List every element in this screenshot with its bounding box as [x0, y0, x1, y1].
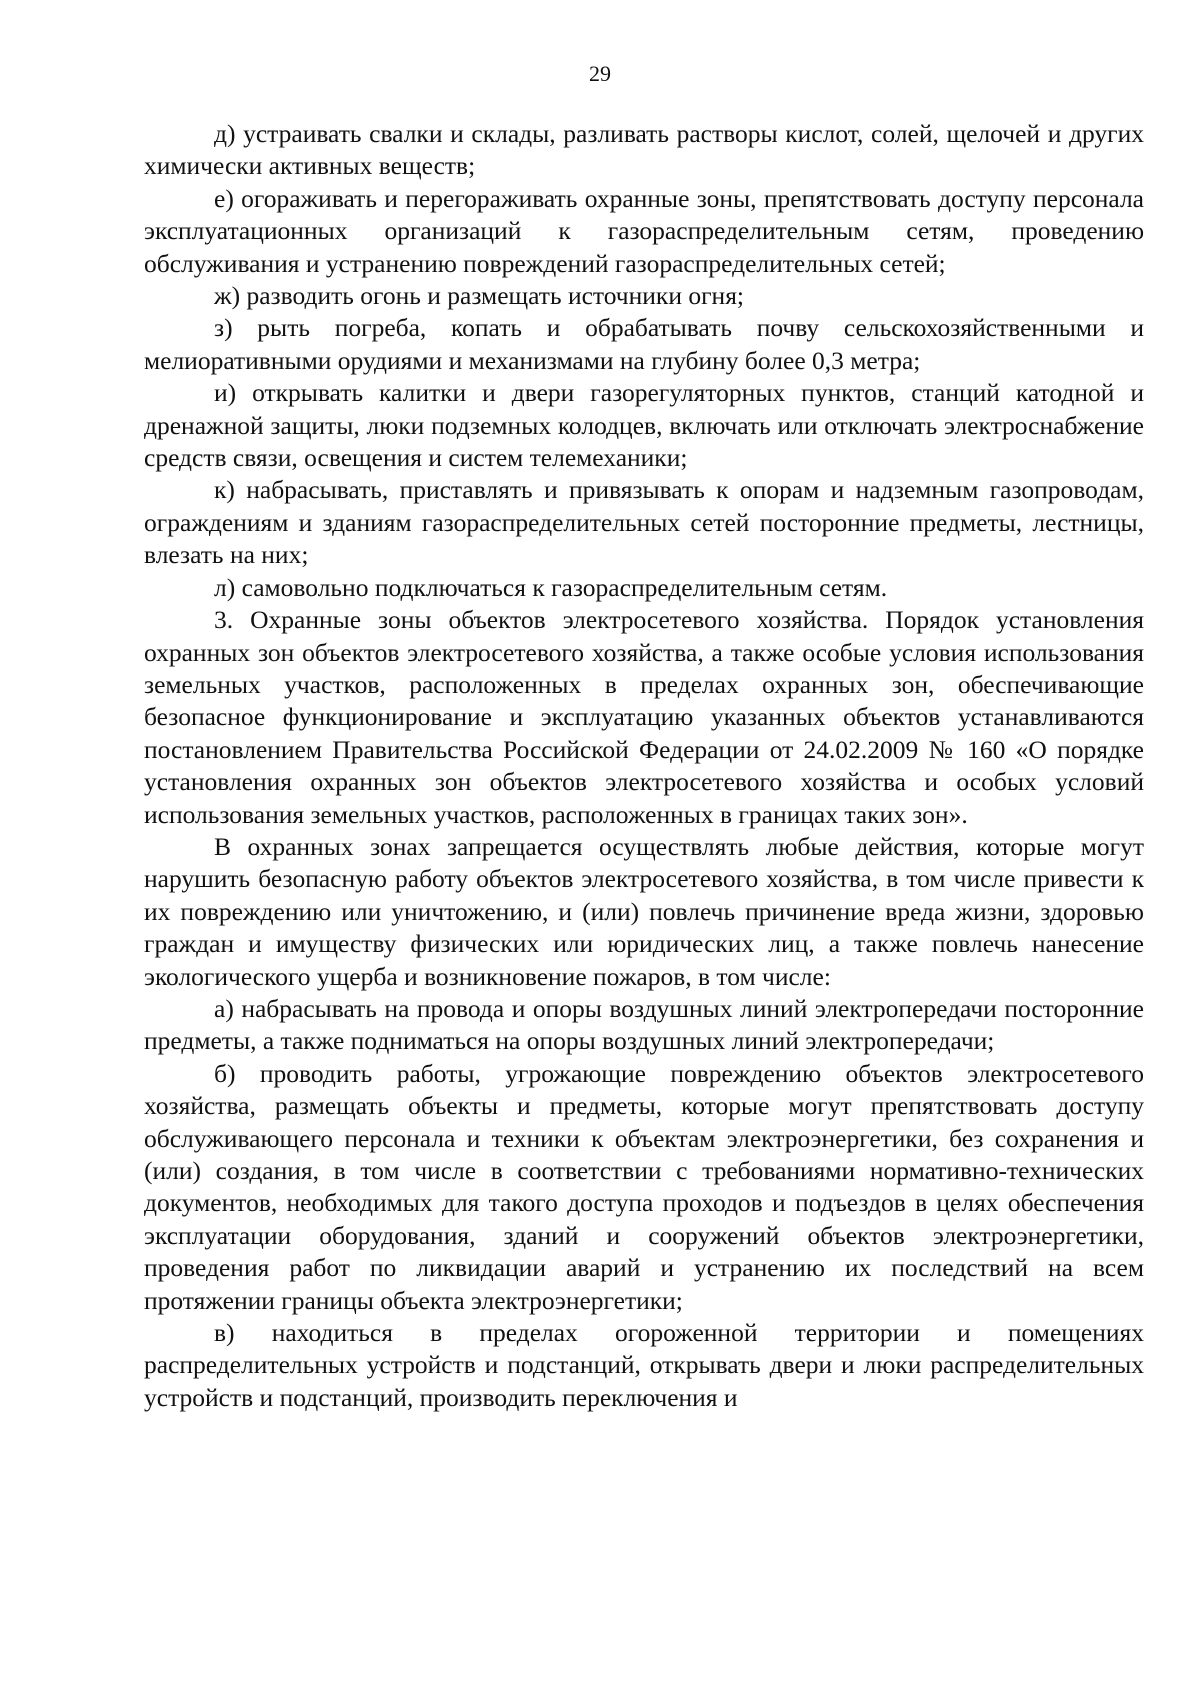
paragraph-item-z: з) рыть погреба, копать и обрабатывать почву сельскохозяйственными и мелиоративными орудиями и механизмами на глубину более 0,3 метра; [144, 313, 1144, 375]
paragraph-section-3: 3. Охранные зоны объектов электросетевого хозяйства. Порядок установления охранных зон объектов электросетевого хозяйства, а также особые условия использования земельных участков, расположенных в пределах охранных зон, обеспечивающие безопасное функционирование и эксплуатацию указанных объектов устанавливаются постановлением Правительства Российской Федерации от 24.02.2009 № 160 «О порядке установления охранных зон объектов электросетевого хозяйства и особых условий использования земельных участков, расположенных в границах таких зон». [144, 605, 1144, 829]
paragraph-item-e: е) огораживать и перегораживать охранные зоны, препятствовать доступу персонала эксплуатационных организаций к газораспределительным сетям, проведению обслуживания и устранению повреждений газораспределительных сетей; [144, 183, 1144, 278]
page-number: 29 [589, 61, 611, 86]
paragraph-item-v: в) находиться в пределах огороженной территории и помещениях распределительных устройств и подстанций, открывать двери и люки распределительных устройств и подстанций, производить переключения и [144, 1318, 1144, 1412]
paragraph-item-l: л) самовольно подключаться к газораспределительным сетям. [214, 572, 888, 602]
paragraph-item-i: и) открывать калитки и двери газорегуляторных пунктов, станций катодной и дренажной защиты, люки подземных колодцев, включать или отключать электроснабжение средств связи, освещения и систем телемеханики; [144, 378, 1144, 473]
paragraph-item-a: а) набрасывать на провода и опоры воздушных линий электропередачи посторонние предметы, а также подниматься на опоры воздушных линий электропередачи; [144, 993, 1144, 1056]
paragraph-item-zh: ж) разводить огонь и размещать источники огня; [214, 281, 745, 311]
paragraph-prohibitions-intro: В охранных зонах запрещается осуществлять любые действия, которые могут нарушить безопасную работу объектов электросетевого хозяйства, в том числе привести к их повреждению или уничтожению, и (или) повлечь причинение вреда жизни, здоровью граждан и имуществу физических или юридических лиц, а также повлечь нанесение экологического ущерба и возникновение пожаров, в том числе: [144, 831, 1144, 991]
document-body [144, 118, 1144, 1414]
paragraph-item-b: б) проводить работы, угрожающие повреждению объектов электросетевого хозяйства, размещать объекты и предметы, которые могут препятствовать доступу обслуживающего персонала и техники к объектам электроэнергетики, без сохранения и (или) создания, в том числе в соответствии с требованиями нормативно-технических документов, необходимых для такого доступа проходов и подъездов в целях обеспечения эксплуатации оборудования, зданий и сооружений объектов электроэнергетики, проведения работ по ликвидации аварий и устранению их последствий на всем протяжении границы объекта электроэнергетики; [144, 1058, 1144, 1315]
paragraph-item-d: д) устраивать свалки и склады, разливать растворы кислот, солей, щелочей и других химически активных веществ; [144, 119, 1144, 181]
paragraph-item-k: к) набрасывать, приставлять и привязывать к опорам и надземным газопроводам, ограждениям и зданиям газораспределительных сетей посторонние предметы, лестницы, влезать на них; [144, 475, 1144, 570]
